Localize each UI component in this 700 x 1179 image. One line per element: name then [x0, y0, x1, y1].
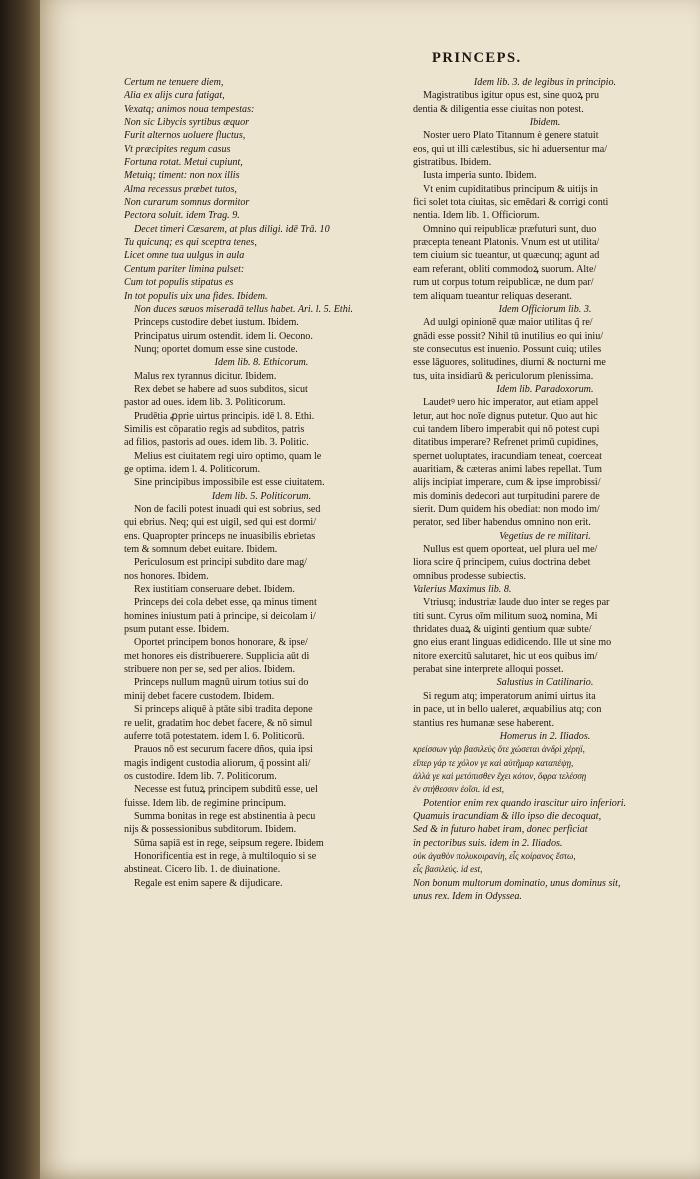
left-column-line: Rex debet se habere ad suos subditos, sicut	[134, 383, 308, 395]
right-column-line: Omnino qui reipublicæ præfuturi sunt, duo	[423, 223, 597, 235]
left-column-line: Certum ne tenuere diem,	[124, 77, 224, 88]
right-column-line: gnādi esse possit? Nihil tū inutilius eo qui iniu/	[413, 330, 604, 342]
left-column-line: Idem lib. 8. Ethicorum.	[214, 357, 309, 369]
left-column-line: Decet timeri Cæsarem, at plus diligi. idē Trā. 10	[134, 223, 330, 235]
right-column-line: nentia. Idem lib. 1. Officiorum.	[413, 210, 540, 222]
left-column-line: psum putant esse. Ibidem.	[124, 624, 230, 636]
left-column-line: magis indigent custodia aliorum, q̃ possint ali/	[124, 757, 311, 769]
left-column-line: Pectora soluit. idem Trag. 9.	[124, 210, 240, 222]
right-column-line: Quamuis iracundiam & illo ipso die decoquat,	[413, 810, 602, 822]
right-column-line: Magistratibus igitur opus est, sine quoꝝ pru	[423, 90, 600, 102]
left-column-line: ad filios, pastoris ad oues. idem lib. 3. Politic.	[124, 437, 309, 449]
right-column-line: Laudetꝰ uero hic imperator, aut etiam appel	[423, 397, 599, 409]
left-column-line: stribuere non per se, sed per alios. Ibidem.	[124, 664, 295, 676]
right-column-line: esse lāguores, solitudines, diurni & nocturni me	[413, 357, 606, 369]
left-column-line: homines iniustum pati à principe, si deicolam i/	[124, 610, 316, 622]
left-column-line: Princeps custodire debet iustum. Ibidem.	[134, 317, 299, 329]
left-column-line: Fortuna rotat. Metui cupiunt,	[124, 157, 243, 169]
right-column-line: perator, sed liber habendus omnino non erit.	[413, 517, 591, 529]
left-column-line: minij debet facere custodem. Ibidem.	[124, 690, 275, 702]
right-column-line: Idem Officiorum lib. 3.	[498, 303, 592, 315]
left-column-line: Malus rex tyrannus dicitur. Ibidem.	[134, 370, 277, 382]
left-column-line: nijs & possessionibus subditorum. Ibidem.	[124, 824, 297, 836]
book-gutter	[0, 0, 40, 1179]
left-column-line: pastor ad oues. idem lib. 3. Politicorum.	[124, 397, 286, 409]
left-column-line: ens. Quapropter princeps ne inuasibilis ebrietas	[124, 530, 316, 542]
right-column-line: Iusta imperia sunto. Ibidem.	[423, 170, 537, 182]
right-column-line: tus, uita insidiarū & periculorum plenissima.	[413, 370, 594, 382]
left-column-line: Similis est cōparatio regis ad subditos, patris	[124, 423, 305, 435]
right-column-line: in pace, ut in bello ualeret, æquabilius atq; con	[413, 704, 602, 716]
left-column-line: Tu quicunq; es qui sceptra tenes,	[124, 237, 257, 249]
right-column-line: κρείσσων γὰρ βασιλεὺς ὅτε χώσεται ἀνδρὶ χέρηϊ,	[413, 744, 585, 755]
right-column-line: οὐκ ἀγαθὸν πολυκοιρανίη, εἷς κοίρανος ἔστω,	[413, 850, 576, 861]
right-column-line: Salustius in Catilinario.	[496, 677, 594, 689]
left-column-line: Honorificentia est in rege, à multiloquio si se	[134, 850, 317, 862]
left-column-line: Vt præcipites regum casus	[124, 143, 231, 155]
left-column-line: abstineat. Cicero lib. 1. de diuinatione.	[124, 864, 281, 876]
right-column-line: auaritiam, & cæteras animi labes repellat. Tum	[413, 463, 602, 475]
right-column-line: spernet uoluptates, iracundiam teneat, coerceat	[413, 450, 602, 462]
right-column-line: Idem lib. 3. de legibus in principio.	[473, 77, 617, 88]
right-column-line: mis dominis dedecori aut turpitudini parere de	[413, 490, 600, 502]
left-column-line: Non de facili potest inuadi qui est sobrius, sed	[134, 504, 321, 515]
left-column-line: Non duces sæuos miseradā tellus habet. Ari. l. 5. Ethi.	[134, 303, 354, 315]
right-column-line: perabat sine interprete alloqui posset.	[413, 664, 564, 676]
left-column-line: Sine principibus impossibile est esse ciuitatem.	[134, 477, 325, 489]
right-column-line: ditatibus imperare? Refrenet primū cupidines,	[413, 437, 599, 449]
left-column-line: os custodire. Idem lib. 7. Politicorum.	[124, 770, 277, 782]
right-column-line: rum ut corpus totum reipublicæ, ne dum par/	[413, 277, 594, 289]
left-column-line: Nunq; oportet domum esse sine custode.	[134, 343, 298, 355]
right-column-line: tem ciuium sic tueantur, ut quæcunq; agunt ad	[413, 250, 600, 262]
left-column-line: Cum tot populis stipatus es	[124, 277, 234, 289]
right-column-line: Sed & in futuro habet iram, donec perficiat	[413, 824, 588, 836]
right-column-line: Non bonum multorum dominatio, unus dominus sit,	[413, 877, 621, 889]
left-column-line: Regale est enim sapere & dijudicare.	[134, 877, 283, 889]
right-column-line: thridates duaꝝ & uiginti gentium quæ subte/	[413, 624, 592, 636]
right-column-line: Potentior enim rex quando irascitur uiro inferiori.	[423, 797, 627, 809]
right-column-line: fici solet tota ciuitas, sic emēdari & corrigi conti	[413, 197, 609, 209]
left-column-line: Centum pariter limina pulset:	[124, 263, 245, 275]
left-column-line: Non sic Libycis syrtibus æquor	[124, 117, 250, 129]
right-column-line: unus rex. Idem in Odyssea.	[413, 890, 522, 902]
right-column-line: in pectoribus suis. idem in 2. Iliados.	[413, 837, 563, 849]
left-text-column	[124, 76, 399, 890]
right-column-line: præcepta teneant Platonis. Vnum est ut utilita/	[413, 237, 600, 249]
right-column-line: gistratibus. Ibidem.	[413, 157, 492, 169]
right-column-line: εἷς βασιλεύς. id est,	[413, 864, 483, 875]
left-column-line: nos honores. Ibidem.	[124, 570, 209, 582]
right-column-line: eam referant, obliti commodoꝝ suorum. Alte/	[413, 263, 597, 275]
left-column-line: Non curarum somnus dormitor	[124, 197, 250, 209]
left-column-line: Licet omne tua uulgus in aula	[124, 250, 245, 262]
right-column-line: liora scire q̃ principem, cuius doctrina debet	[413, 557, 591, 569]
right-column-line: eos, qui ut illi cælestibus, sic hi aduersentur ma/	[413, 143, 607, 155]
left-column-line: auferre totā potestatem. idem l. 6. Politicorū.	[124, 730, 305, 742]
left-column-line: ge optima. idem l. 4. Politicorum.	[124, 463, 260, 475]
left-column-line: Prudētia ꝓprie uirtus principis. idē l. 8. Ethi.	[134, 410, 315, 422]
right-column-line: ἐν στήθεσσιν ἑοῖσι. id est,	[413, 784, 504, 795]
right-column-line: Valerius Maximus lib. 8.	[413, 584, 512, 596]
left-column-line: Vexatq; animos noua tempestas:	[124, 103, 255, 115]
right-column-line: tem aliquam tueantur reliquas deserant.	[413, 290, 572, 302]
left-column-line: fuisse. Idem lib. de regimine principum.	[124, 797, 287, 809]
left-column-line: Princeps nullum magnū uirum totius sui do	[134, 677, 309, 689]
right-column-line: cui tandem libero imperabit qui nō potest cupi	[413, 423, 600, 435]
right-column-line: letur, aut hoc noīe dignus putetur. Quo aut hic	[413, 410, 598, 422]
left-column-line: Furit alternos uoluere fluctus,	[124, 130, 246, 142]
left-column-line: Sūma sapiā est in rege, seipsum regere. Ibidem	[134, 837, 324, 849]
right-column-line: stantius res humanæ sese haberent.	[413, 717, 554, 729]
right-column-line: ste consecutus est inuenio. Possunt cuiq; utiles	[413, 343, 602, 355]
right-column-line: ἀλλά γε καὶ μετόπισθεν ἔχει κότον, ὄφρα τελέσσῃ	[413, 770, 587, 781]
right-column-line: gno eius erant linguas edidicendo. Ille ut sine mo	[413, 637, 612, 649]
left-column-line: tem & somnum debet euitare. Ibidem.	[124, 544, 278, 556]
left-column-line: Idem lib. 5. Politicorum.	[211, 490, 312, 502]
left-column-line: Metuiq; timent: non nox illis	[124, 170, 240, 182]
left-column-line: qui ebrius. Neq; qui est uigil, sed qui est dormi/	[124, 517, 317, 529]
right-column-line: Idem lib. Paradoxorum.	[496, 383, 594, 395]
left-column-line: Necesse est futuꝝ principem subditū esse, uel	[134, 784, 318, 796]
left-column-line: Si princeps aliquē à ptāte sibi tradita depone	[134, 704, 313, 716]
right-text-column	[413, 76, 677, 903]
left-column-line: Rex iustitiam conseruare debet. Ibidem.	[134, 584, 295, 596]
right-column-line: sierit. Dum quidem his obediat: non modo im/	[413, 504, 600, 515]
right-column-line: Si regum atq; imperatorum animi uirtus ita	[423, 690, 596, 702]
left-column-line: Alma recessus præbet tutos,	[124, 183, 237, 195]
left-column-line: Melius est ciuitatem regi uiro optimo, quam le	[134, 450, 322, 462]
left-column-line: re uelit, gradatim hoc debet facere, & nō simul	[124, 717, 313, 729]
right-column-line: Ad uulgi opinionē quæ maior utilitas q̃ re/	[423, 317, 593, 329]
right-column-line: Ibidem.	[529, 117, 561, 129]
right-column-line: omnibus prodesse subiectis.	[413, 570, 526, 582]
right-column-line: Vegetius de re militari.	[499, 530, 591, 542]
right-column-line: εἴπερ γάρ τε χόλον γε καὶ αὐτῆμαρ καταπέψῃ,	[413, 757, 574, 768]
right-column-line: Vtriusq; industriæ laude duo inter se reges par	[423, 597, 610, 609]
left-column-line: In tot populis uix una fides. Ibidem.	[124, 290, 268, 302]
right-column-line: Nullus est quem oporteat, uel plura uel me/	[423, 544, 598, 556]
left-column-line: Periculosum est principi subdito dare mag/	[134, 557, 307, 569]
left-column-line: met honores eis distribuerere. Supplicia aūt di	[124, 650, 310, 662]
right-column-line: Noster uero Plato Titannum è genere statuit	[423, 130, 599, 142]
left-column-line: Oportet principem bonos honorare, & ipse/	[134, 637, 308, 649]
right-column-line: nitore exercitū salutaret, hic ut eos quibus im/	[413, 650, 598, 662]
left-column-line: Princeps dei cola debet esse, qa minus timent	[134, 597, 317, 609]
running-header: PRINCEPS.	[432, 50, 522, 66]
left-column-line: Principatus uirum ostendit. idem li. Oecono.	[134, 330, 313, 342]
left-column-line: Alia ex alijs cura fatigat,	[124, 90, 225, 102]
right-column-line: Vt enim cupiditatibus principum & uitijs in	[423, 183, 598, 195]
right-column-line: Homerus in 2. Iliados.	[499, 730, 591, 742]
right-column-line: dentia & diligentia esse ciuitas non potest.	[413, 103, 584, 115]
left-column-line: Prauos nō est securum facere dños, quia ipsi	[134, 744, 313, 756]
left-column-line: Summa bonitas in rege est abstinentia à pecu	[134, 810, 316, 822]
right-column-line: titi sunt. Cyrus oīm militum suoꝝ nomina, Mi	[413, 610, 598, 622]
right-column-line: alijs incipiat imperare, cum & ipse improbissi/	[413, 477, 601, 489]
